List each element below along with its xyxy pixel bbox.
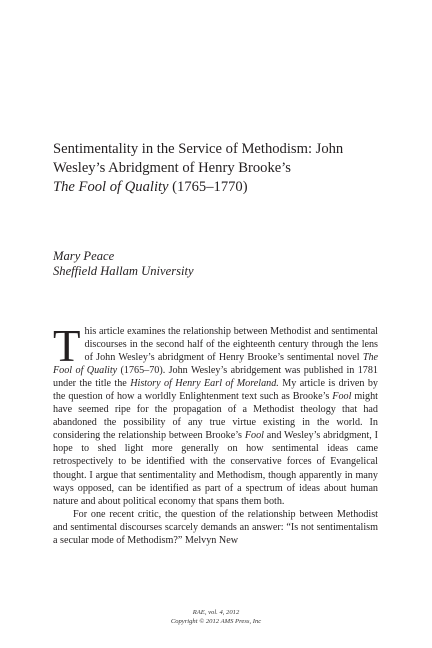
p1-italic-2: History of Henry Earl of Moreland. bbox=[130, 378, 279, 390]
author-affiliation: Sheffield Hallam University bbox=[53, 264, 194, 278]
title-novel-name: The Fool of Quality bbox=[53, 179, 169, 195]
journal-citation: RAE, vol. 4, 2012 bbox=[192, 609, 240, 616]
title-line-3 bbox=[53, 178, 383, 197]
p1-text-c: My article is driven by the question of how a worldly Enlightenment text such as Brooke’s bbox=[53, 378, 378, 403]
author-block bbox=[53, 249, 194, 279]
title-years: (1765–1770) bbox=[168, 179, 248, 195]
author-name: Mary Peace bbox=[53, 249, 115, 263]
p1-text-b: (1765–70). John Wesley’s abridgement was published in 1781 under the title the bbox=[53, 365, 378, 390]
p1-text-d: might have seemed ripe for the propagation of a Methodist theology that had abandoned the possibility of any true virtue existing in the world. In considering the relationship between Brooke’s bbox=[53, 391, 378, 442]
article-title bbox=[53, 140, 383, 197]
p1-italic-1: The Fool of Quality bbox=[53, 352, 378, 377]
title-line-2: Wesley’s Abridgment of Henry Brooke’s bbox=[53, 160, 291, 176]
copyright-notice: Copyright © 2012 AMS Press, Inc bbox=[170, 618, 262, 625]
drop-cap: T bbox=[53, 321, 81, 371]
p1-text-e: and Wesley’s abridgment, I hope to shed light more generally on how sentimental ideas came retrospectively to be identified with the conservative forces of Evangelical thought. I argue that sentimentality and Methodism, though apparently in many ways opposed, can be identified as part of a spectrum of ideas about human nature and about political economy that spans them both. bbox=[53, 430, 378, 507]
p1-italic-3: Fool bbox=[332, 391, 352, 403]
article-body bbox=[53, 321, 378, 547]
paragraph-1 bbox=[53, 321, 378, 508]
title-line-1: Sentimentality in the Service of Methodism: John bbox=[53, 141, 344, 157]
paragraph-2: For one recent critic, the question of the relationship between Methodist and sentimental discourses scarcely demands an answer: “Is not sentimentalism a secular mode of Methodism?” Melvyn New bbox=[53, 508, 378, 546]
p1-italic-4: Fool bbox=[244, 430, 264, 442]
p1-text-a: his article examines the relationship between Methodist and sentimental discourses in the second half of the eighteenth century through the lens of John Wesley’s abridgment of Henry Brooke’s sentimental novel bbox=[84, 326, 378, 364]
